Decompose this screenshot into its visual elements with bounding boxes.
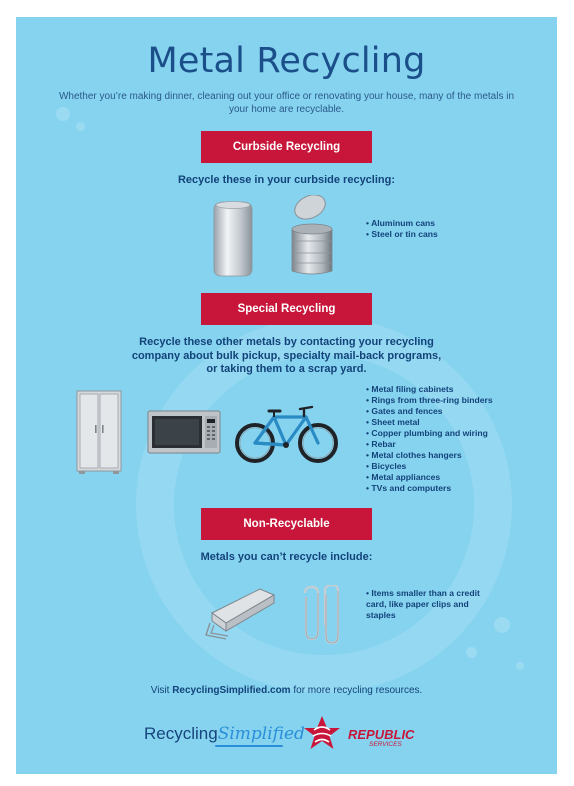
curbside-items: [366, 218, 438, 240]
decor-bubble: [76, 122, 85, 131]
page-subtitle: Whether you’re making dinner, cleaning out your office or renovating your house, many of the metals in your home are recyclable.: [58, 91, 515, 115]
list-item: • Steel or tin cans: [366, 229, 438, 240]
nonrecyclable-items: [366, 588, 496, 621]
staples-image: [202, 583, 276, 643]
page-title: Metal Recycling: [147, 41, 426, 81]
footer-site-link[interactable]: RecyclingSimplified.com: [172, 685, 291, 696]
list-item: • Rebar: [366, 439, 493, 450]
nonrecyclable-banner: Non-Recyclable: [201, 508, 372, 540]
list-item: • Gates and fences: [366, 406, 493, 417]
filing-cabinet-image: [75, 389, 123, 475]
microwave-image: [147, 410, 221, 454]
aluminum-can-image: [208, 199, 258, 279]
list-item: • Items smaller than a credit card, like paper clips and staples: [366, 588, 496, 621]
list-item: • Aluminum cans: [366, 218, 438, 229]
logo-simplified-word: Simplified: [217, 724, 305, 744]
republic-logo-text: REPUBLIC: [348, 727, 415, 742]
list-item: • Sheet metal: [366, 417, 493, 428]
curbside-banner: Curbside Recycling: [201, 131, 372, 163]
nonrecyclable-lead: Metals you can’t recycle include:: [200, 551, 373, 563]
curbside-lead: Recycle these in your curbside recycling:: [177, 174, 396, 186]
poster: [16, 17, 557, 774]
list-item: • TVs and computers: [366, 483, 493, 494]
logo-recycling-word: Recycling: [144, 724, 218, 743]
decor-bubble: [466, 647, 477, 658]
paper-clips-image: [298, 585, 344, 645]
recycling-simplified-logo: [144, 724, 305, 744]
logo-underline: [215, 745, 283, 747]
list-item: • Rings from three-ring binders: [366, 395, 493, 406]
special-banner: Special Recycling: [201, 293, 372, 325]
republic-star-icon: [302, 714, 342, 752]
tin-can-image: [288, 195, 336, 277]
footer-suffix: for more recycling resources.: [290, 685, 423, 696]
special-items: [366, 384, 493, 494]
list-item: • Metal filing cabinets: [366, 384, 493, 395]
footer-prefix: Visit: [150, 685, 173, 696]
list-item: • Metal appliances: [366, 472, 493, 483]
footer-text: [16, 685, 557, 696]
special-lead: Recycle these other metals by contacting your recycling company about bulk pickup, specialty mail-back programs, or taking them to a scrap yard.: [131, 336, 442, 375]
bicycle-image: [234, 399, 340, 465]
services-logo-text: SERVICES: [369, 741, 402, 748]
list-item: • Bicycles: [366, 461, 493, 472]
decor-bubble: [494, 617, 510, 633]
list-item: • Copper plumbing and wiring: [366, 428, 493, 439]
list-item: • Metal clothes hangers: [366, 450, 493, 461]
decor-bubble: [516, 662, 524, 670]
